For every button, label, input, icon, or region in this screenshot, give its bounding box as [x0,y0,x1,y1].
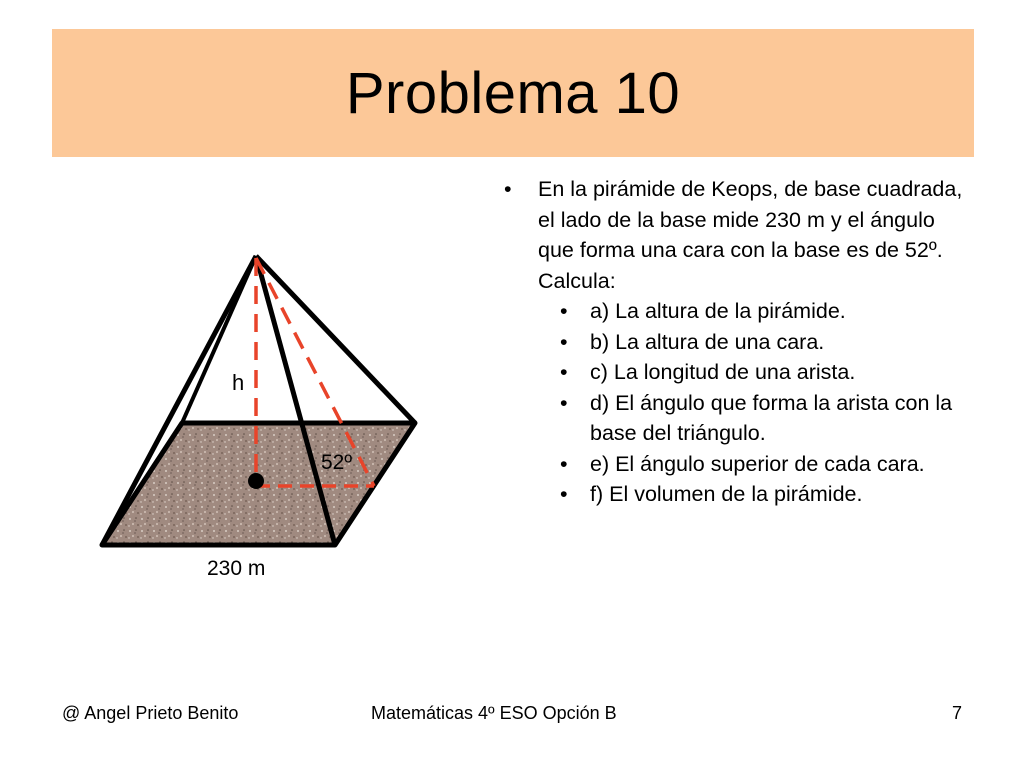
question-item: • f) El volumen de la pirámide. [538,479,974,510]
angle-label: 52º [321,451,353,474]
base-center-point [248,473,264,489]
pyramid-diagram [80,240,440,600]
problem-statement [504,174,974,510]
pyramid-figure [80,240,440,600]
question-list [538,296,974,510]
problem-text [504,174,974,510]
question-item: • b) La altura de una cara. [538,327,974,358]
question-item: • c) La longitud de una arista. [538,357,974,388]
question-item: • e) El ángulo superior de cada cara. [538,449,974,480]
footer-course: Matemáticas 4º ESO Opción B [371,703,617,723]
base-length-label: 230 m [207,557,266,580]
problem-intro: En la pirámide de Keops, de base cuadrada, el lado de la base mide 230 m y el ángulo que forma una cara con la base es de 52º. Calcula: [538,177,963,293]
question-item: • a) La altura de la pirámide. [538,296,974,327]
title-band [52,29,974,157]
height-label: h [232,370,245,395]
page-number: 7 [952,703,963,723]
footer-author: @ Angel Prieto Benito [62,703,239,723]
slide-title: Problema 10 [345,60,681,126]
question-item: • d) El ángulo que forma la arista con la base del triángulo. [538,388,974,449]
edge-back-left [182,256,256,423]
footer [0,703,1024,733]
